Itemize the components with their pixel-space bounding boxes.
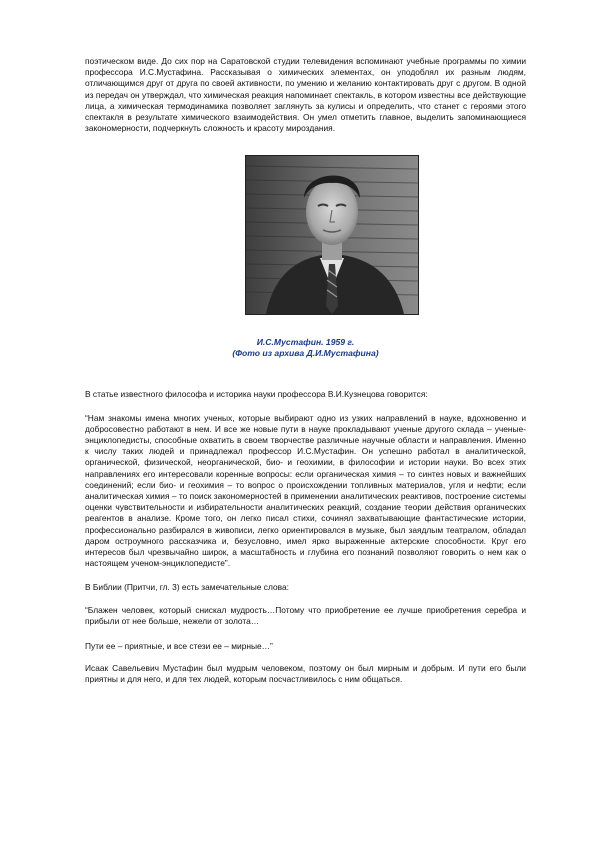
bible-quote-2: Пути ее – приятные, и все стези ее – мирные…” [85, 641, 273, 652]
portrait-photo [245, 155, 419, 315]
kuznetsov-intro: В статье известного философа и историка науки профессора В.И.Кузнецова говорится: [85, 389, 428, 400]
bible-intro: В Библии (Притчи, гл. 3) есть замечательные слова: [85, 582, 289, 593]
photo-caption-line2: (Фото из архива Д.И.Мустафина) [232, 348, 379, 359]
intro-paragraph: поэтическом виде. До сих пор на Саратовской студии телевидения вспоминают учебные программы по химии профессора И.С.Мустафина. Рассказывая о химических элементах, он уподоблял их разным людям, отличающимся друг от друга по своей активности, по умению и желанию контактировать друг с другом. В одной из передач он утверждал, что химическая реакция напоминает спектакль, в котором известны все действующие лица, а химическая термодинамика позволяет заглянуть за кулисы и определить, что станет с героями этого спектакля в результате химического взаимодействия. Он умел отметить главное, выделить запоминающиеся закономерности, подчеркнуть сложность и красоту мироздания. [85, 56, 526, 134]
photo-caption [85, 337, 526, 359]
document-page [85, 56, 526, 686]
closing-paragraph: Исаак Савельевич Мустафин был мудрым человеком, поэтому он был мирным и добрым. И пути его были приятны и для него, и для тех людей, которым посчастливилось с ним общаться. [85, 663, 526, 685]
photo-caption-line1: И.С.Мустафин. 1959 г. [256, 337, 355, 348]
bible-quote-1: “Блажен человек, который снискал мудрость…Потому что приобретение ее лучше приобретения серебра и прибыли от нее больше, нежели от золота… [85, 604, 526, 626]
kuznetsov-quote: “Нам знакомы имена многих ученых, которые выбирают одно из узких направлений в науке, вдохновенно и добросовестно работают в нем. И все же новые пути в науке прокладывают ученые другого склада – ученые-энциклопедисты, способные охватить в своем творчестве различные научные области и направления. Именно к числу таких людей и принадлежал профессор И.С.Мустафин. Он успешно работал в аналитической, органической, физической, неорганической, био- и геохимии, в философии и истории науки. Во всех этих направлениях его интересовали коренные вопросы: если органическая химия – то синтез новых и важнейших соединений; если био- и геохимия – то вопрос о происхождении топливных материалов, угля и нефти; если аналитическая химия – то поиск закономерностей в применении аналитических реактивов, построение системы оценки чувствительности и избирательности аналитических реакций, создание теории действия органических реагентов в анализе. Кроме того, он легко писал стихи, сочинял захватывающие фантастические истории, профессионально разбирался в живописи, легко ориентировался в музыке, был заядлым театралом, обладал даром остроумного рассказчика и, безусловно, имел ярко выраженные актерские способности. Круг его интересов был чрезвычайно широк, а масштабность и глубина его познаний позволяют говорить о нем как о настоящем ученом-энциклопедисте”. [85, 412, 526, 569]
portrait-photo-image [246, 156, 418, 314]
